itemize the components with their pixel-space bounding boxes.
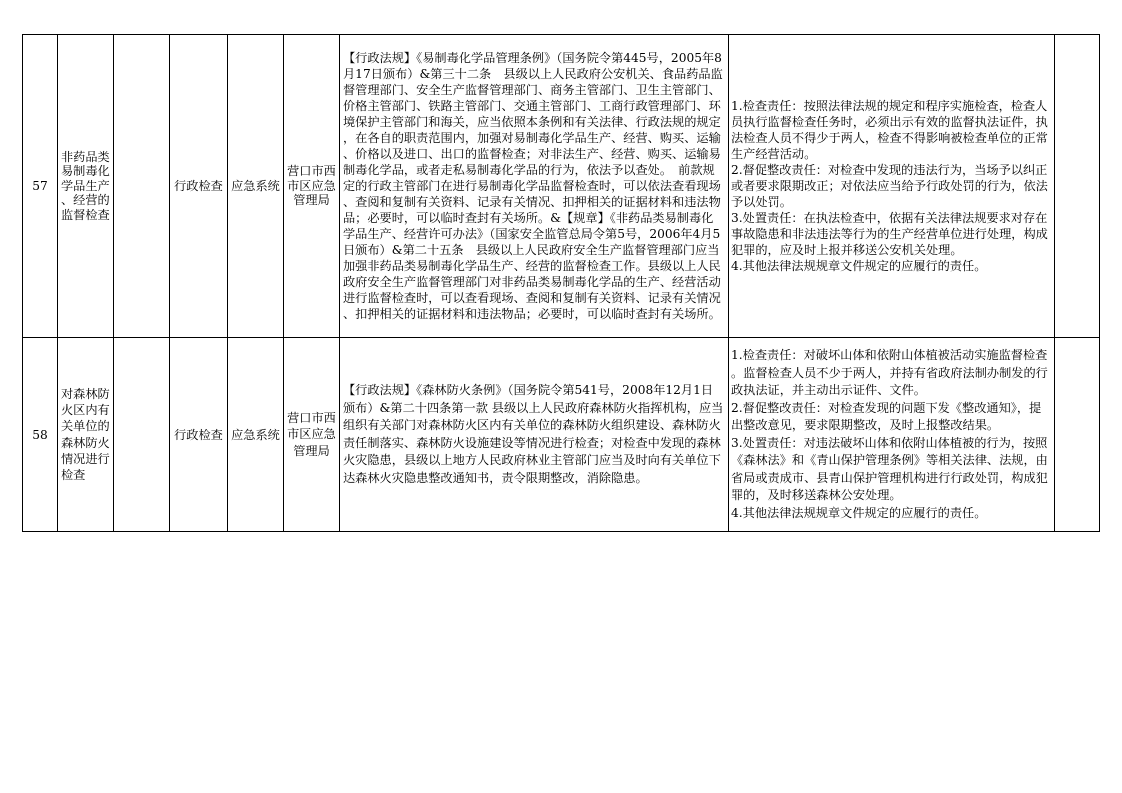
cell-number xyxy=(23,338,58,532)
cell-category xyxy=(170,35,228,338)
cell-department xyxy=(284,338,340,532)
category-text: 行政检查 xyxy=(174,179,223,193)
cell-sub-item xyxy=(114,35,170,338)
cell-sub-item xyxy=(114,338,170,532)
table-row xyxy=(23,338,1100,532)
category-text: 行政检查 xyxy=(174,427,223,442)
responsibility-item: 3.处置责任：对违法破坏山体和依附山体植被的行为，按照《森林法》和《青山保护管理条例》等相关法律、法规，由省局或责成市、县青山保护管理机构进行行政处罚，构成犯罪的，及时移送森林公安处理。 xyxy=(731,435,1048,502)
cell-category xyxy=(170,338,228,532)
department-text: 营口市西市区应急管理局 xyxy=(287,411,336,458)
system-text: 应急系统 xyxy=(231,427,280,442)
row-number: 57 xyxy=(32,179,48,193)
cell-number xyxy=(23,35,58,338)
responsibility-item: 2.督促整改责任：对检查发现的问题下发《整改通知》，提出整改意见，要求限期整改，及时上报整改结果。 xyxy=(731,400,1042,432)
cell-system xyxy=(228,35,284,338)
cell-item-name xyxy=(58,35,114,338)
system-text: 应急系统 xyxy=(231,179,280,193)
cell-responsibilities xyxy=(729,35,1055,338)
responsibility-item: 1.检查责任：对破坏山体和依附山体植被活动实施监督检查。监督检查人员不少于两人，并持有省政府法制办制发的行政执法证，并主动出示证件、文件。 xyxy=(731,348,1048,397)
cell-legal-basis xyxy=(340,35,729,338)
cell-remarks xyxy=(1055,338,1100,532)
cell-remarks xyxy=(1055,35,1100,338)
responsibility-item: 2.督促整改责任：对检查中发现的违法行为，当场予以纠正或者要求限期改正；对依法应当给予行政处罚的行为，依法予以处罚。 xyxy=(731,163,1048,209)
responsibility-item: 3.处置责任：在执法检查中，依据有关法律法规要求对存在事故隐患和非法违法等行为的生产经营单位进行处理，构成犯罪的，应及时上报并移送公安机关处理。 xyxy=(731,211,1048,257)
responsibility-item: 4.其他法律法规规章文件规定的应履行的责任。 xyxy=(731,259,987,273)
responsibility-item: 1.检查责任：按照法律法规的规定和程序实施检查，检查人员执行监督检查任务时，必须出示有效的监督执法证件，执法检查人员不得少于两人，检查不得影响被检查单位的正常生产经营活动。 xyxy=(731,99,1048,161)
legal-basis-text: 【行政法规】《易制毒化学品管理条例》（国务院令第445号，2005年8月17日颁布）&第三十二条 县级以上人民政府公安机关、食品药品监督管理部门、安全生产监督管理部门、商务主管部门、卫生主管部门、价格主管部门、铁路主管部门、交通主管部门、工商行政管理部门、环境保护主管部门和海关，应当依照本条例和有关法律、行政法规的规定，在各自的职责范围内，加强对易制毒化学品生产、经营、购买、运输、价格以及进口、出口的监督检查；对非法生产、经营、购买、运输易制毒化学品，或者走私易制毒化学品的行为，依法予以查处。 前款规定的行政主管部门在进行易制毒化学品监督检查时，可以依法查看现场、查阅和复制有关资料、记录有关情况、扣押相关的证据材料和违法物品；必要时，可以临时查封有关场所。&【规章】《非药品类易制毒化学品生产、经营许可办法》（国家安全监管总局令第5号，2006年4月5日颁布）&第二十五条 县级以上人民政府安全生产监督管理部门应当加强非药品类易制毒化学品生产、经营的监督检查工作。县级以上人民政府安全生产监督管理部门对非药品类易制毒化学品的生产、经营活动进行监督检查时，可以查看现场、查阅和复制有关资料、记录有关情况、扣押相关的证据材料和违法物品；必要时，可以临时查封有关场所。 xyxy=(343,51,723,321)
cell-item-name xyxy=(58,338,114,532)
responsibility-item: 4.其他法律法规规章文件规定的应履行的责任。 xyxy=(731,505,987,520)
cell-department xyxy=(284,35,340,338)
cell-responsibilities xyxy=(729,338,1055,532)
item-name: 非药品类易制毒化学品生产、经营的监督检查 xyxy=(61,149,110,222)
legal-basis-text: 【行政法规】《森林防火条例》（国务院令第541号，2008年12月1日颁布）&第二十四条第一款 县级以上人民政府森林防火指挥机构，应当组织有关部门对森林防火区内有关单位的森林防火组织建设、森林防火责任制落实、森林防火设施建设等情况进行检查；对检查中发现的森林火灾隐患，县级以上地方人民政府林业主管部门应当及时向有关单位下达森林火灾隐患整改通知书，责令限期整改，消除隐患。 xyxy=(343,383,724,485)
power-list-table xyxy=(22,34,1100,532)
cell-legal-basis xyxy=(340,338,729,532)
table-row xyxy=(23,35,1100,338)
cell-system xyxy=(228,338,284,532)
row-number: 58 xyxy=(32,427,48,442)
department-text: 营口市西市区应急管理局 xyxy=(287,164,336,208)
item-name: 对森林防火区内有关单位的森林防火情况进行检查 xyxy=(61,386,110,482)
